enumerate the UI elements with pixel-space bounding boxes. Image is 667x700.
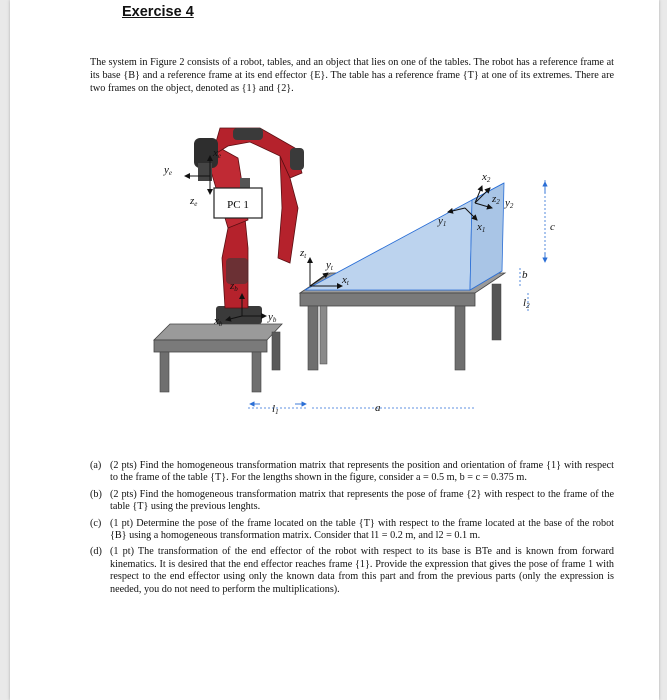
pc-label: PC 1: [227, 199, 249, 211]
label-a: a: [375, 402, 381, 414]
part-text: (1 pt) The transformation of the end effector of the robot with respect to its base is BTe and is known from forward kinematics. It is desired that the end effector reaches frame {1}. Provide the expression that gives the pose of frame 1 with respect to the end effector using only the known data from this part and from the previous parts (only the expression is needed, you do not need to perform the multiplications).: [110, 546, 614, 595]
label-yb: yb: [268, 311, 277, 324]
robot-table-figure: [130, 108, 610, 438]
label-ye: ye: [164, 164, 172, 177]
part-b: [90, 489, 614, 514]
label-l1: l1: [272, 403, 279, 416]
part-c: [90, 518, 614, 543]
label-ze: ze: [190, 195, 198, 208]
label-y1: y1: [438, 215, 447, 228]
part-text: (1 pt) Determine the pose of the frame located on the table {T} with respect to the frame located at the base of the robot {B} using a homogeneous transformation matrix. Consider that l1 = 0.2 m, and l2 = 0.1 m.: [110, 517, 614, 542]
part-label: (d): [90, 546, 102, 558]
label-yt: yt: [326, 259, 333, 272]
part-label: (a): [90, 460, 102, 471]
label-xt: xt: [342, 274, 349, 287]
label-zb: zb: [230, 280, 238, 293]
label-z2: z2: [492, 193, 500, 206]
label-b: b: [522, 269, 528, 281]
label-zt: zt: [300, 247, 307, 260]
label-x1: x1: [477, 221, 486, 234]
label-x2: x2: [482, 171, 491, 184]
part-text: (2 pts) Find the homogeneous transformation matrix that represents the position and orientation of frame {1} with respect to the frame of the table {T}. For the lengths shown in the figure, consider a = 0.5 m, b = c = 0.375 m.: [110, 460, 614, 484]
label-xb: xb: [214, 315, 223, 328]
wedge-object: [305, 183, 504, 290]
label-xe: xe: [213, 147, 221, 160]
label-c: c: [550, 221, 555, 233]
document-page: [10, 0, 659, 700]
label-y2: y2: [505, 197, 514, 210]
part-d: [90, 546, 614, 596]
intro-paragraph: The system in Figure 2 consists of a robot, tables, and an object that lies on one of the tables. The robot has a reference frame at its base {B} and a reference frame at its end effector {E}. The table has a reference frame {T} at one of its extremes. There are two frames on the object, denoted as {1} and {2}.: [90, 57, 614, 94]
exercise-title: Exercise 4: [122, 4, 194, 20]
part-text: (2 pts) Find the homogeneous transformation matrix that represents the pose of frame {2} with respect to the frame of the table {T} using the previous lenghts.: [110, 488, 614, 513]
exercise-parts: [90, 460, 614, 600]
part-a: [90, 460, 614, 485]
label-l2: l2: [523, 297, 530, 310]
part-label: (b): [90, 488, 102, 500]
robot-table: [154, 324, 282, 392]
part-label: (c): [90, 517, 102, 529]
